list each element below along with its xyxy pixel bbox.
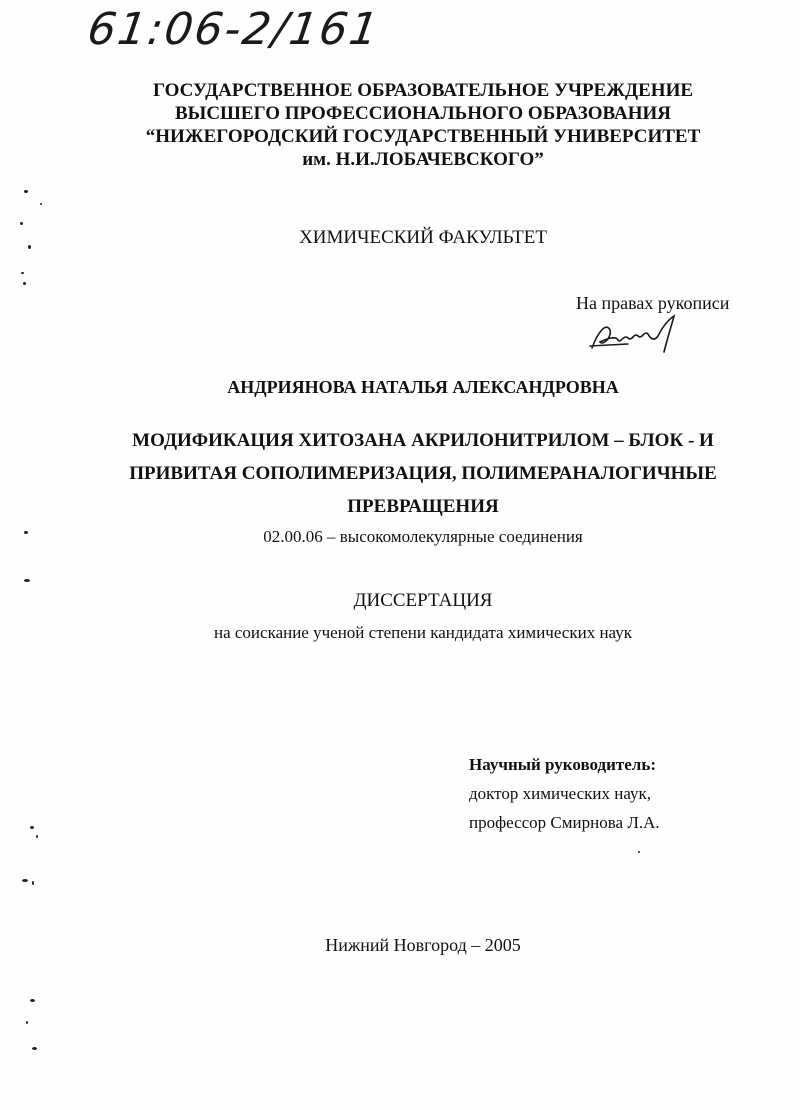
- scan-speck: [32, 1047, 37, 1050]
- scan-speck: [30, 999, 35, 1002]
- supervisor-block: [469, 750, 660, 837]
- supervisor-degree: доктор химических наук,: [469, 784, 652, 803]
- author-signature: [588, 312, 688, 360]
- scan-speck: [24, 579, 30, 582]
- scan-speck: [24, 531, 28, 534]
- supervisor-heading: Научный руководитель:: [469, 755, 656, 774]
- dissertation-title-line-1: МОДИФИКАЦИЯ ХИТОЗАНА АКРИЛОНИТРИЛОМ – БЛОК - И: [132, 430, 714, 451]
- scan-speck: [24, 190, 28, 193]
- faculty-name: ХИМИЧЕСКИЙ ФАКУЛЬТЕТ: [299, 227, 547, 248]
- manuscript-note: На правах рукописи: [576, 293, 730, 313]
- scan-speck: [36, 835, 38, 838]
- archive-code-handwritten: 61:06-2/161: [84, 4, 384, 55]
- scan-speck: [30, 826, 34, 829]
- scan-speck: [32, 881, 34, 885]
- institution-line-2: ВЫСШЕГО ПРОФЕССИОНАЛЬНОГО ОБРАЗОВАНИЯ: [175, 103, 671, 124]
- institution-line-4: им. Н.И.ЛОБАЧЕВСКОГО”: [302, 149, 544, 170]
- document-type: ДИССЕРТАЦИЯ: [353, 590, 493, 611]
- institution-line-1: ГОСУДАРСТВЕННОЕ ОБРАЗОВАТЕЛЬНОЕ УЧРЕЖДЕНИЕ: [152, 80, 694, 101]
- scan-speck: [28, 245, 31, 249]
- scan-speck: [40, 203, 42, 205]
- supervisor-name: профессор Смирнова Л.А.: [469, 813, 660, 832]
- scan-speck: [20, 222, 23, 225]
- city-year: Нижний Новгород – 2005: [325, 935, 521, 955]
- specialty-code: 02.00.06 – высокомолекулярные соединения: [263, 527, 583, 546]
- scan-speck: [26, 1021, 28, 1024]
- scan-speck: [23, 282, 26, 285]
- scan-speck: [21, 272, 24, 274]
- scan-speck: [638, 851, 640, 853]
- institution-line-3: “НИЖЕГОРОДСКИЙ ГОСУДАРСТВЕННЫЙ УНИВЕРСИТЕТ: [145, 126, 701, 147]
- dissertation-title-line-3: ПРЕВРАЩЕНИЯ: [347, 496, 499, 517]
- degree-statement: на соискание ученой степени кандидата химических наук: [213, 623, 632, 642]
- author-name: АНДРИЯНОВА НАТАЛЬЯ АЛЕКСАНДРОВНА: [227, 377, 619, 397]
- scan-speck: [22, 879, 28, 882]
- dissertation-title-line-2: ПРИВИТАЯ СОПОЛИМЕРИЗАЦИЯ, ПОЛИМЕРАНАЛОГИЧНЫЕ: [129, 463, 717, 484]
